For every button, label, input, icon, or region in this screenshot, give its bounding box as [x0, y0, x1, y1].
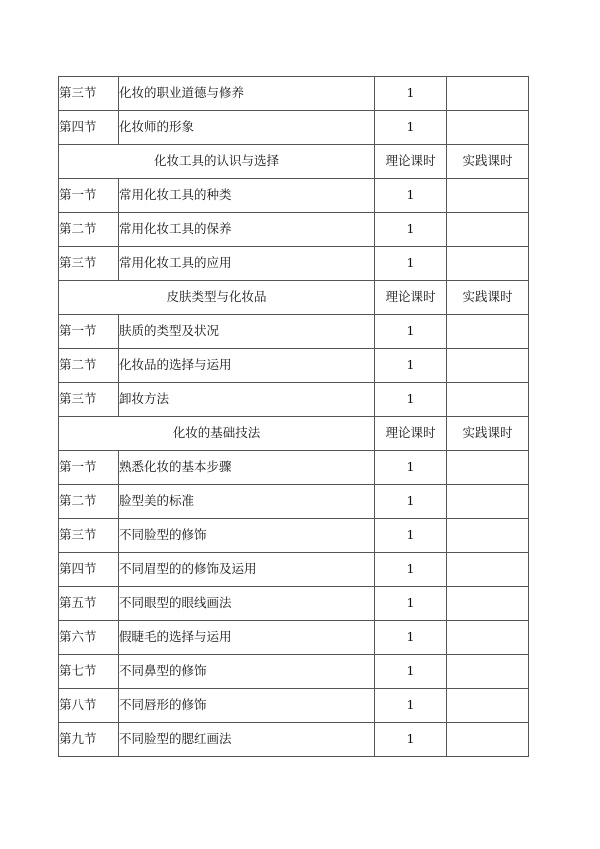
section-number: 第二节 — [59, 485, 119, 519]
theory-hours-value: 1 — [375, 77, 447, 111]
practice-hours-value — [447, 689, 529, 723]
theory-hours-value: 1 — [375, 111, 447, 145]
practice-hours-value — [447, 247, 529, 281]
section-row — [59, 553, 529, 587]
section-number: 第八节 — [59, 689, 119, 723]
practice-hours-header: 实践课时 — [447, 145, 529, 179]
section-number: 第七节 — [59, 655, 119, 689]
section-row — [59, 689, 529, 723]
theory-hours-value: 1 — [375, 689, 447, 723]
chapter-title: 化妆工具的认识与选择 — [59, 145, 375, 179]
chapter-header-row — [59, 145, 529, 179]
chapter-header-row — [59, 281, 529, 315]
practice-hours-value — [447, 485, 529, 519]
section-row — [59, 723, 529, 757]
practice-hours-value — [447, 587, 529, 621]
chapter-title: 皮肤类型与化妆品 — [59, 281, 375, 315]
section-number: 第三节 — [59, 383, 119, 417]
theory-hours-value: 1 — [375, 451, 447, 485]
section-title: 不同眼型的眼线画法 — [119, 587, 375, 621]
section-title: 不同脸型的腮红画法 — [119, 723, 375, 757]
section-title: 常用化妆工具的种类 — [119, 179, 375, 213]
section-title: 不同鼻型的修饰 — [119, 655, 375, 689]
section-row — [59, 621, 529, 655]
section-title: 化妆品的选择与运用 — [119, 349, 375, 383]
section-number: 第四节 — [59, 111, 119, 145]
section-number: 第四节 — [59, 553, 119, 587]
section-row — [59, 383, 529, 417]
practice-hours-value — [447, 723, 529, 757]
section-title: 卸妆方法 — [119, 383, 375, 417]
section-title: 不同脸型的修饰 — [119, 519, 375, 553]
theory-hours-value: 1 — [375, 621, 447, 655]
theory-hours-header: 理论课时 — [375, 145, 447, 179]
practice-hours-value — [447, 519, 529, 553]
practice-hours-value — [447, 179, 529, 213]
section-row — [59, 247, 529, 281]
practice-hours-value — [447, 553, 529, 587]
theory-hours-value: 1 — [375, 655, 447, 689]
theory-hours-value: 1 — [375, 553, 447, 587]
chapter-header-row — [59, 417, 529, 451]
section-number: 第一节 — [59, 315, 119, 349]
practice-hours-value — [447, 213, 529, 247]
section-number: 第二节 — [59, 349, 119, 383]
section-number: 第三节 — [59, 247, 119, 281]
section-title: 不同眉型的的修饰及运用 — [119, 553, 375, 587]
section-number: 第二节 — [59, 213, 119, 247]
practice-hours-value — [447, 315, 529, 349]
syllabus-table — [58, 76, 529, 757]
practice-hours-header: 实践课时 — [447, 281, 529, 315]
section-number: 第六节 — [59, 621, 119, 655]
section-row — [59, 111, 529, 145]
section-title: 化妆师的形象 — [119, 111, 375, 145]
section-number: 第三节 — [59, 77, 119, 111]
theory-hours-header: 理论课时 — [375, 281, 447, 315]
practice-hours-value — [447, 383, 529, 417]
section-row — [59, 519, 529, 553]
section-title: 化妆的职业道德与修养 — [119, 77, 375, 111]
chapter-title: 化妆的基础技法 — [59, 417, 375, 451]
section-number: 第一节 — [59, 179, 119, 213]
syllabus-table-body — [59, 77, 529, 757]
theory-hours-value: 1 — [375, 723, 447, 757]
theory-hours-value: 1 — [375, 247, 447, 281]
section-row — [59, 213, 529, 247]
theory-hours-value: 1 — [375, 587, 447, 621]
theory-hours-value: 1 — [375, 485, 447, 519]
theory-hours-header: 理论课时 — [375, 417, 447, 451]
theory-hours-value: 1 — [375, 383, 447, 417]
section-title: 熟悉化妆的基本步骤 — [119, 451, 375, 485]
practice-hours-value — [447, 621, 529, 655]
section-title: 脸型美的标准 — [119, 485, 375, 519]
section-row — [59, 485, 529, 519]
practice-hours-value — [447, 349, 529, 383]
theory-hours-value: 1 — [375, 179, 447, 213]
theory-hours-value: 1 — [375, 315, 447, 349]
practice-hours-value — [447, 451, 529, 485]
section-number: 第九节 — [59, 723, 119, 757]
section-title: 常用化妆工具的保养 — [119, 213, 375, 247]
section-row — [59, 349, 529, 383]
theory-hours-value: 1 — [375, 519, 447, 553]
section-row — [59, 587, 529, 621]
section-number: 第五节 — [59, 587, 119, 621]
section-title: 假睫毛的选择与运用 — [119, 621, 375, 655]
section-number: 第一节 — [59, 451, 119, 485]
section-number: 第三节 — [59, 519, 119, 553]
practice-hours-header: 实践课时 — [447, 417, 529, 451]
practice-hours-value — [447, 111, 529, 145]
theory-hours-value: 1 — [375, 213, 447, 247]
section-title: 不同唇形的修饰 — [119, 689, 375, 723]
section-title: 肤质的类型及状况 — [119, 315, 375, 349]
theory-hours-value: 1 — [375, 349, 447, 383]
section-row — [59, 451, 529, 485]
section-row — [59, 77, 529, 111]
section-row — [59, 179, 529, 213]
section-row — [59, 315, 529, 349]
section-row — [59, 655, 529, 689]
practice-hours-value — [447, 77, 529, 111]
practice-hours-value — [447, 655, 529, 689]
section-title: 常用化妆工具的应用 — [119, 247, 375, 281]
